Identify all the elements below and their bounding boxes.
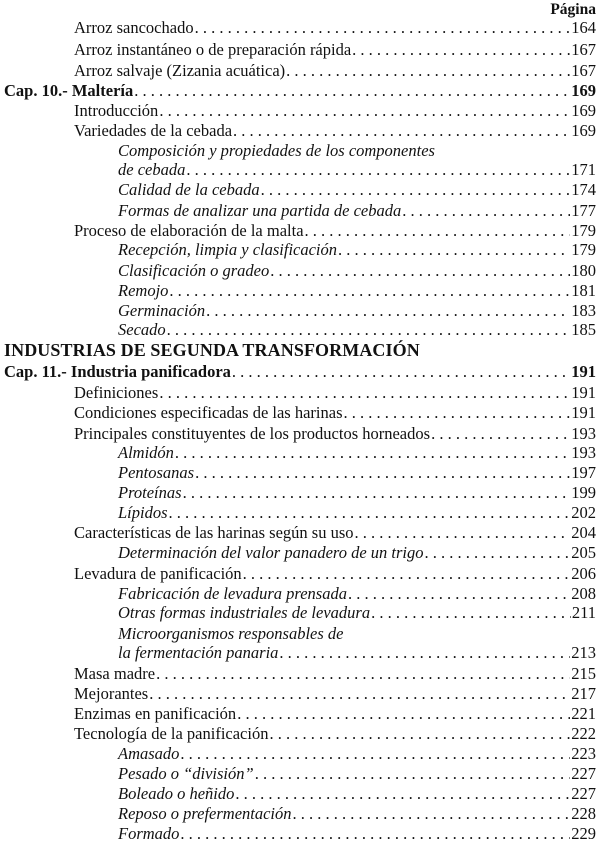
toc-entry-page: 179 (571, 221, 596, 240)
dot-leader (338, 240, 570, 259)
toc-entry-page: 169 (571, 81, 596, 100)
toc-entry (74, 704, 596, 723)
toc-entry (74, 121, 596, 140)
toc-entry-page: 167 (571, 61, 596, 80)
dot-leader (186, 160, 570, 179)
toc-subentry-title: Fabricación de levadura prensada (118, 584, 347, 603)
toc-subentry-title: Otras formas industriales de levadura (118, 603, 371, 622)
page-column-header: Página (550, 1, 596, 18)
toc-entry-page: 197 (571, 463, 596, 482)
toc-subentry-title: Almidón (118, 443, 174, 462)
toc-entry (74, 18, 596, 37)
toc-subentry-title: Amasado (118, 744, 180, 763)
dot-leader (159, 101, 570, 120)
toc-chapter-title: Cap. 10.- Maltería (4, 81, 134, 100)
toc-entry-page: 193 (571, 424, 596, 443)
dot-leader (195, 463, 570, 482)
dot-leader (183, 483, 571, 502)
toc-entry-page: 227 (571, 784, 596, 803)
toc-entry (74, 403, 596, 422)
toc-subentry-title: Calidad de la cebada (118, 180, 260, 199)
toc-entry-page: 185 (571, 320, 596, 339)
toc-entry-title: Tecnología de la panificación (74, 724, 269, 743)
toc-subentry-title-line2: de cebada (118, 160, 186, 179)
toc-entry-page: 171 (571, 160, 596, 179)
dot-leader (270, 261, 570, 280)
toc-subentry-title: Germinación (118, 301, 206, 320)
toc-entry-title: Variedades de la cebada (74, 121, 233, 140)
toc-entry-page: 204 (571, 523, 596, 542)
toc-subentry (118, 240, 596, 259)
toc-entry-title: Introducción (74, 101, 159, 120)
toc-subentry-title: Clasificación o gradeo (118, 261, 270, 280)
toc-entry (74, 523, 596, 542)
dot-leader (286, 61, 570, 80)
dot-leader (402, 201, 570, 220)
toc-entry-page: 217 (571, 684, 596, 703)
dot-leader (237, 704, 570, 723)
toc-subentry-title: Reposo o prefermentación (118, 804, 292, 823)
toc-entry-page: 191 (571, 383, 596, 402)
dot-leader (169, 503, 571, 522)
section-heading: INDUSTRIAS DE SEGUNDA TRANSFORMACIÓN (4, 340, 420, 360)
toc-subentry (118, 784, 596, 803)
dot-leader (255, 764, 571, 783)
toc-entry-page: 174 (571, 180, 596, 199)
toc-subentry (118, 603, 596, 622)
dot-leader (180, 744, 570, 763)
dot-leader (232, 362, 570, 381)
toc-entry-page: 227 (571, 764, 596, 783)
toc-subentry (118, 584, 596, 603)
dot-leader (352, 40, 570, 59)
toc-subentry-title: Boleado o heñido (118, 784, 235, 803)
toc-subentry-title: Formado (118, 824, 180, 843)
toc-entry-page: 208 (571, 584, 596, 603)
toc-entry-page: 191 (571, 362, 596, 381)
toc-entry (74, 724, 596, 743)
toc-entry-page: 164 (571, 18, 596, 37)
dot-leader (431, 424, 570, 443)
toc-entry-page: 202 (571, 503, 596, 522)
toc-subentry-title: Recepción, limpia y clasificación (118, 240, 338, 259)
dot-leader (344, 403, 571, 422)
toc-entry (74, 684, 596, 703)
toc-subentry (118, 180, 596, 199)
toc-entry-page: 222 (571, 724, 596, 743)
toc-entry (74, 424, 596, 443)
toc-chapter-title: Cap. 11.- Industria panificadora (4, 362, 231, 381)
toc-entry-title: Arroz salvaje (Zizania acuática) (74, 61, 286, 80)
dot-leader (195, 18, 571, 37)
toc-subentry (118, 320, 596, 339)
dot-leader (206, 301, 570, 320)
toc-entry (74, 40, 596, 59)
dot-leader (279, 643, 570, 662)
toc-entry-page: 169 (571, 101, 596, 120)
dot-leader (355, 523, 571, 542)
dot-leader (175, 443, 570, 462)
toc-entry-page: 169 (571, 121, 596, 140)
toc-entry (74, 61, 596, 80)
toc-entry-page: 205 (571, 543, 596, 562)
toc-entry-title: Arroz sancochado (74, 18, 194, 37)
toc-entry-title: Proceso de elaboración de la malta (74, 221, 304, 240)
toc-subentry-title-line2: la fermentación panaria (118, 643, 279, 662)
toc-subentry (118, 824, 596, 843)
toc-subentry (118, 160, 596, 179)
toc-entry-page: 211 (571, 603, 596, 622)
dot-leader (348, 584, 570, 603)
toc-entry-page: 177 (571, 201, 596, 220)
toc-subentry (118, 463, 596, 482)
toc-subentry-title: Pentosanas (118, 463, 195, 482)
dot-leader (180, 824, 570, 843)
toc-entry-title: Definiciones (74, 383, 159, 402)
toc-entry-page: 167 (571, 40, 596, 59)
toc-entry (74, 564, 596, 583)
toc-subentry-title-line1: Microorganismos responsables de (118, 624, 344, 643)
toc-chapter (4, 81, 596, 100)
toc-subentry (118, 443, 596, 462)
toc-subentry-title: Remojo (118, 281, 169, 300)
dot-leader (371, 603, 571, 622)
dot-leader (425, 543, 571, 562)
dot-leader (159, 383, 570, 402)
toc-entry-page: 181 (571, 281, 596, 300)
dot-leader (156, 664, 570, 683)
toc-subentry (118, 543, 596, 562)
toc-chapter (4, 362, 596, 381)
toc-entry-title: Masa madre (74, 664, 156, 683)
dot-leader (293, 804, 571, 823)
toc-subentry (118, 764, 596, 783)
toc-entry-title: Condiciones especificadas de las harinas (74, 403, 343, 422)
dot-leader (167, 320, 571, 339)
toc-entry-page: 221 (571, 704, 596, 723)
dot-leader (149, 684, 570, 703)
toc-subentry (118, 804, 596, 823)
toc-entry-title: Principales constituyentes de los productos horneados (74, 424, 431, 443)
toc-entry (74, 101, 596, 120)
toc-subentry-title: Pesado o “división” (118, 764, 254, 783)
toc-entry-title: Levadura de panificación (74, 564, 242, 583)
toc-subentry-title: Determinación del valor panadero de un trigo (118, 543, 424, 562)
toc-subentry (118, 643, 596, 662)
toc-subentry (118, 201, 596, 220)
toc-subentry (118, 281, 596, 300)
toc-subentry-title-line1: Composición y propiedades de los componentes (118, 141, 435, 160)
toc-entry-page: 229 (571, 824, 596, 843)
toc-entry-page: 179 (571, 240, 596, 259)
toc-entry-page: 213 (571, 643, 596, 662)
toc-subentry (118, 261, 596, 280)
toc-entry-title: Arroz instantáneo o de preparación rápida (74, 40, 352, 59)
dot-leader (169, 281, 570, 300)
toc-entry-page: 180 (571, 261, 596, 280)
dot-leader (305, 221, 571, 240)
toc-entry-page: 215 (571, 664, 596, 683)
toc-subentry (118, 301, 596, 320)
dot-leader (134, 81, 570, 100)
toc-subentry-title: Secado (118, 320, 166, 339)
toc-entry-title: Mejorantes (74, 684, 149, 703)
toc-entry-page: 193 (571, 443, 596, 462)
toc-subentry (118, 503, 596, 522)
toc-subentry-title: Formas de analizar una partida de cebada (118, 201, 402, 220)
toc-entry-page: 199 (571, 483, 596, 502)
dot-leader (269, 724, 570, 743)
toc-entry-title: Enzimas en panificación (74, 704, 237, 723)
toc-entry-page: 191 (571, 403, 596, 422)
toc-entry-page: 206 (571, 564, 596, 583)
toc-subentry-title: Lípidos (118, 503, 168, 522)
toc-subentry (118, 483, 596, 502)
dot-leader (235, 784, 570, 803)
toc-entry-title: Características de las harinas según su uso (74, 523, 354, 542)
dot-leader (261, 180, 571, 199)
toc-subentry (118, 744, 596, 763)
toc-subentry-title: Proteínas (118, 483, 182, 502)
dot-leader (233, 121, 570, 140)
toc-entry-page: 223 (571, 744, 596, 763)
toc-entry (74, 221, 596, 240)
dot-leader (243, 564, 571, 583)
toc-entry-page: 228 (571, 804, 596, 823)
toc-entry-page: 183 (571, 301, 596, 320)
toc-entry (74, 664, 596, 683)
toc-entry (74, 383, 596, 402)
